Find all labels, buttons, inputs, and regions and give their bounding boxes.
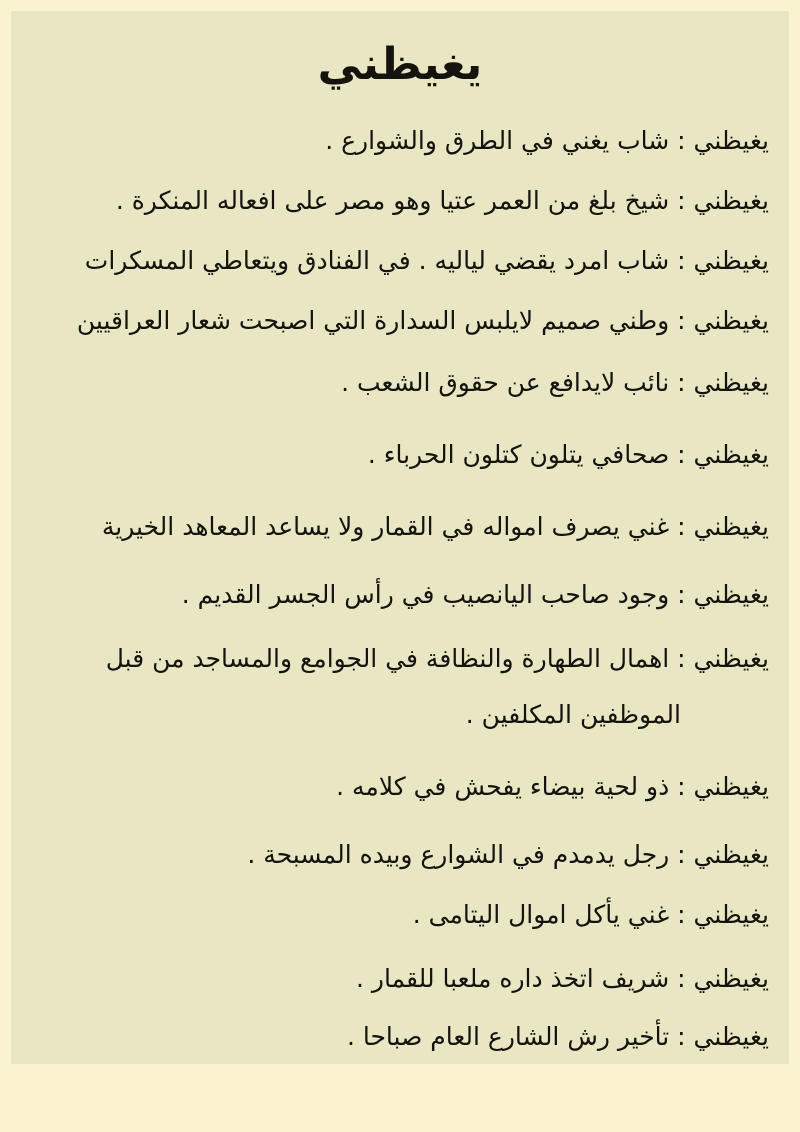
text-line: يغيظني : ذو لحية بيضاء يفحش في كلامه . xyxy=(336,772,769,801)
text-line: يغيظني : غني يأكل اموال اليتامى . xyxy=(412,900,769,929)
text-line: يغيظني : شيخ بلغ من العمر عتيا وهو مصر على افعاله المنكرة . xyxy=(115,186,769,215)
text-line: يغيظني : شاب يغني في الطرق والشوارع . xyxy=(325,126,769,155)
book-page xyxy=(11,11,789,1064)
text-line: يغيظني : اهمال الطهارة والنظافة في الجوامع والمساجد من قبل xyxy=(105,644,769,673)
text-line: يغيظني : رجل يدمدم في الشوارع وبيده المسبحة . xyxy=(247,840,769,869)
text-line: يغيظني : شريف اتخذ داره ملعبا للقمار . xyxy=(355,964,769,993)
text-line-continuation: الموظفين المكلفين . xyxy=(465,700,681,729)
page-title: يغيظني xyxy=(317,39,483,90)
text-line: يغيظني : نائب لايدافع عن حقوق الشعب . xyxy=(341,368,769,397)
text-line: يغيظني : وجود صاحب اليانصيب في رأس الجسر القديم . xyxy=(181,580,769,609)
text-line: يغيظني : وطني صميم لايلبس السدارة التي اصبحت شعار العراقيين xyxy=(76,306,769,335)
text-line: يغيظني : صحافي يتلون كتلون الحرباء . xyxy=(367,440,769,469)
text-line: يغيظني : شاب امرد يقضي لياليه . في الفنادق ويتعاطي المسكرات xyxy=(84,246,769,275)
text-line: يغيظني : تأخير رش الشارع العام صباحا . xyxy=(346,1022,769,1051)
text-line: يغيظني : غني يصرف امواله في القمار ولا يساعد المعاهد الخيرية xyxy=(101,512,769,541)
page-border xyxy=(0,1064,800,1132)
